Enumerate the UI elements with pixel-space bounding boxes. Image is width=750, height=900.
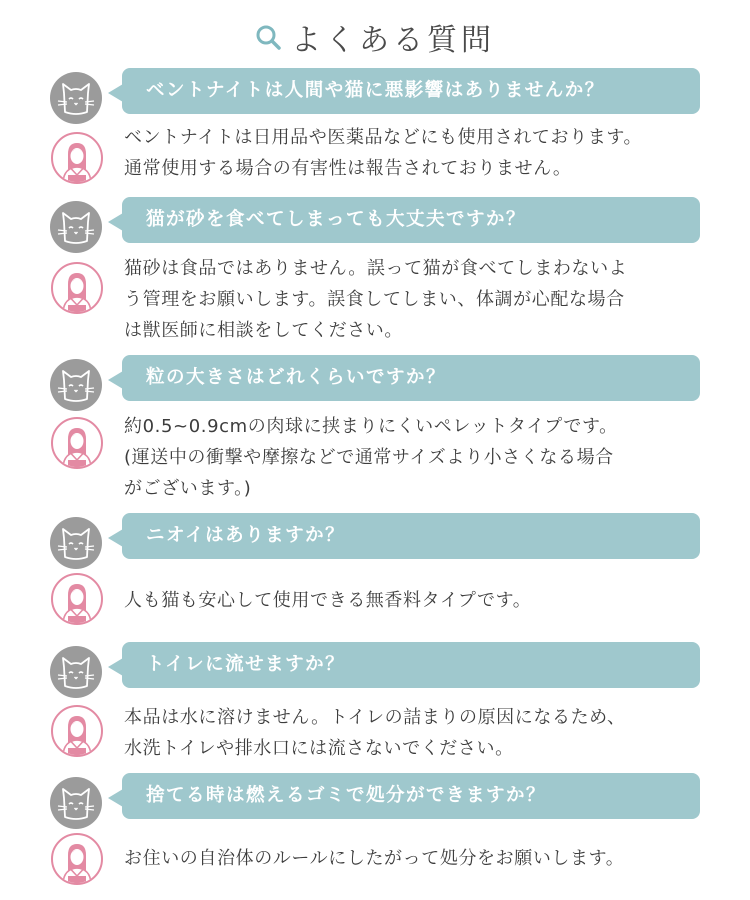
answer-text xyxy=(124,585,724,616)
question-text: トイレに流せますか？ xyxy=(146,654,346,675)
question-row xyxy=(0,68,750,126)
question-text: ベントナイトは人間や猫に悪影響はありませんか？ xyxy=(146,80,605,101)
answer-line: 本品は水に溶けません。トイレの詰まりの原因になるため、 xyxy=(124,707,626,728)
question-text: 粒の大きさはどれくらいですか？ xyxy=(146,367,447,388)
answer-text xyxy=(124,122,724,184)
cat-icon xyxy=(50,646,102,698)
cat-icon xyxy=(50,777,102,829)
question-row xyxy=(0,355,750,413)
question-text: 猫が砂を食べてしまっても大丈夫ですか？ xyxy=(146,209,527,230)
staff-avatar-icon xyxy=(51,573,103,625)
question-bubble xyxy=(122,773,700,819)
answer-text xyxy=(124,843,724,874)
staff-avatar-icon xyxy=(51,417,103,469)
answer-line: 人も猫も安心して使用できる無香料タイプです。 xyxy=(124,590,532,611)
question-text: 捨てる時は燃えるゴミで処分ができますか？ xyxy=(146,785,547,806)
cat-icon xyxy=(50,517,102,569)
answer-line: お住いの自治体のルールにしたがって処分をお願いします。 xyxy=(124,848,625,869)
staff-avatar-icon xyxy=(51,705,103,757)
question-text: ニオイはありますか？ xyxy=(146,525,346,546)
page-title: よくある質問 xyxy=(291,23,495,58)
answer-line: 約0.5~0.9cmの肉球に挟まりにくいペレットタイプです。 xyxy=(124,416,618,437)
answer-text xyxy=(124,411,724,504)
answer-line: 通常使用する場合の有害性は報告されておりません。 xyxy=(124,158,572,179)
question-bubble xyxy=(122,197,700,243)
question-row xyxy=(0,513,750,571)
answer-text xyxy=(124,702,724,764)
question-row xyxy=(0,773,750,831)
answer-line: は獣医師に相談をしてください。 xyxy=(124,320,403,341)
staff-avatar-icon xyxy=(51,833,103,885)
question-bubble xyxy=(122,513,700,559)
cat-icon xyxy=(50,72,102,124)
question-bubble xyxy=(122,642,700,688)
staff-avatar-icon xyxy=(51,132,103,184)
answer-line: (運送中の衝撃や摩擦などで通常サイズより小さくなる場合 xyxy=(124,447,614,468)
answer-line: 猫砂は食品ではありません。誤って猫が食べてしまわないよ xyxy=(124,258,628,279)
answer-line: ベントナイトは日用品や医薬品などにも使用されております。 xyxy=(124,127,643,148)
cat-icon xyxy=(50,359,102,411)
staff-avatar-icon xyxy=(51,262,103,314)
search-icon xyxy=(255,24,281,50)
question-bubble xyxy=(122,68,700,114)
answer-text xyxy=(124,253,724,346)
answer-line: がございます。) xyxy=(124,478,252,499)
question-row xyxy=(0,197,750,255)
question-bubble xyxy=(122,355,700,401)
cat-icon xyxy=(50,201,102,253)
question-row xyxy=(0,642,750,700)
answer-line: 水洗トイレや排水口には流さないでください。 xyxy=(124,738,514,759)
answer-line: う管理をお願いします。誤食してしまい、体調が心配な場合 xyxy=(124,289,625,310)
faq-header xyxy=(0,14,750,60)
